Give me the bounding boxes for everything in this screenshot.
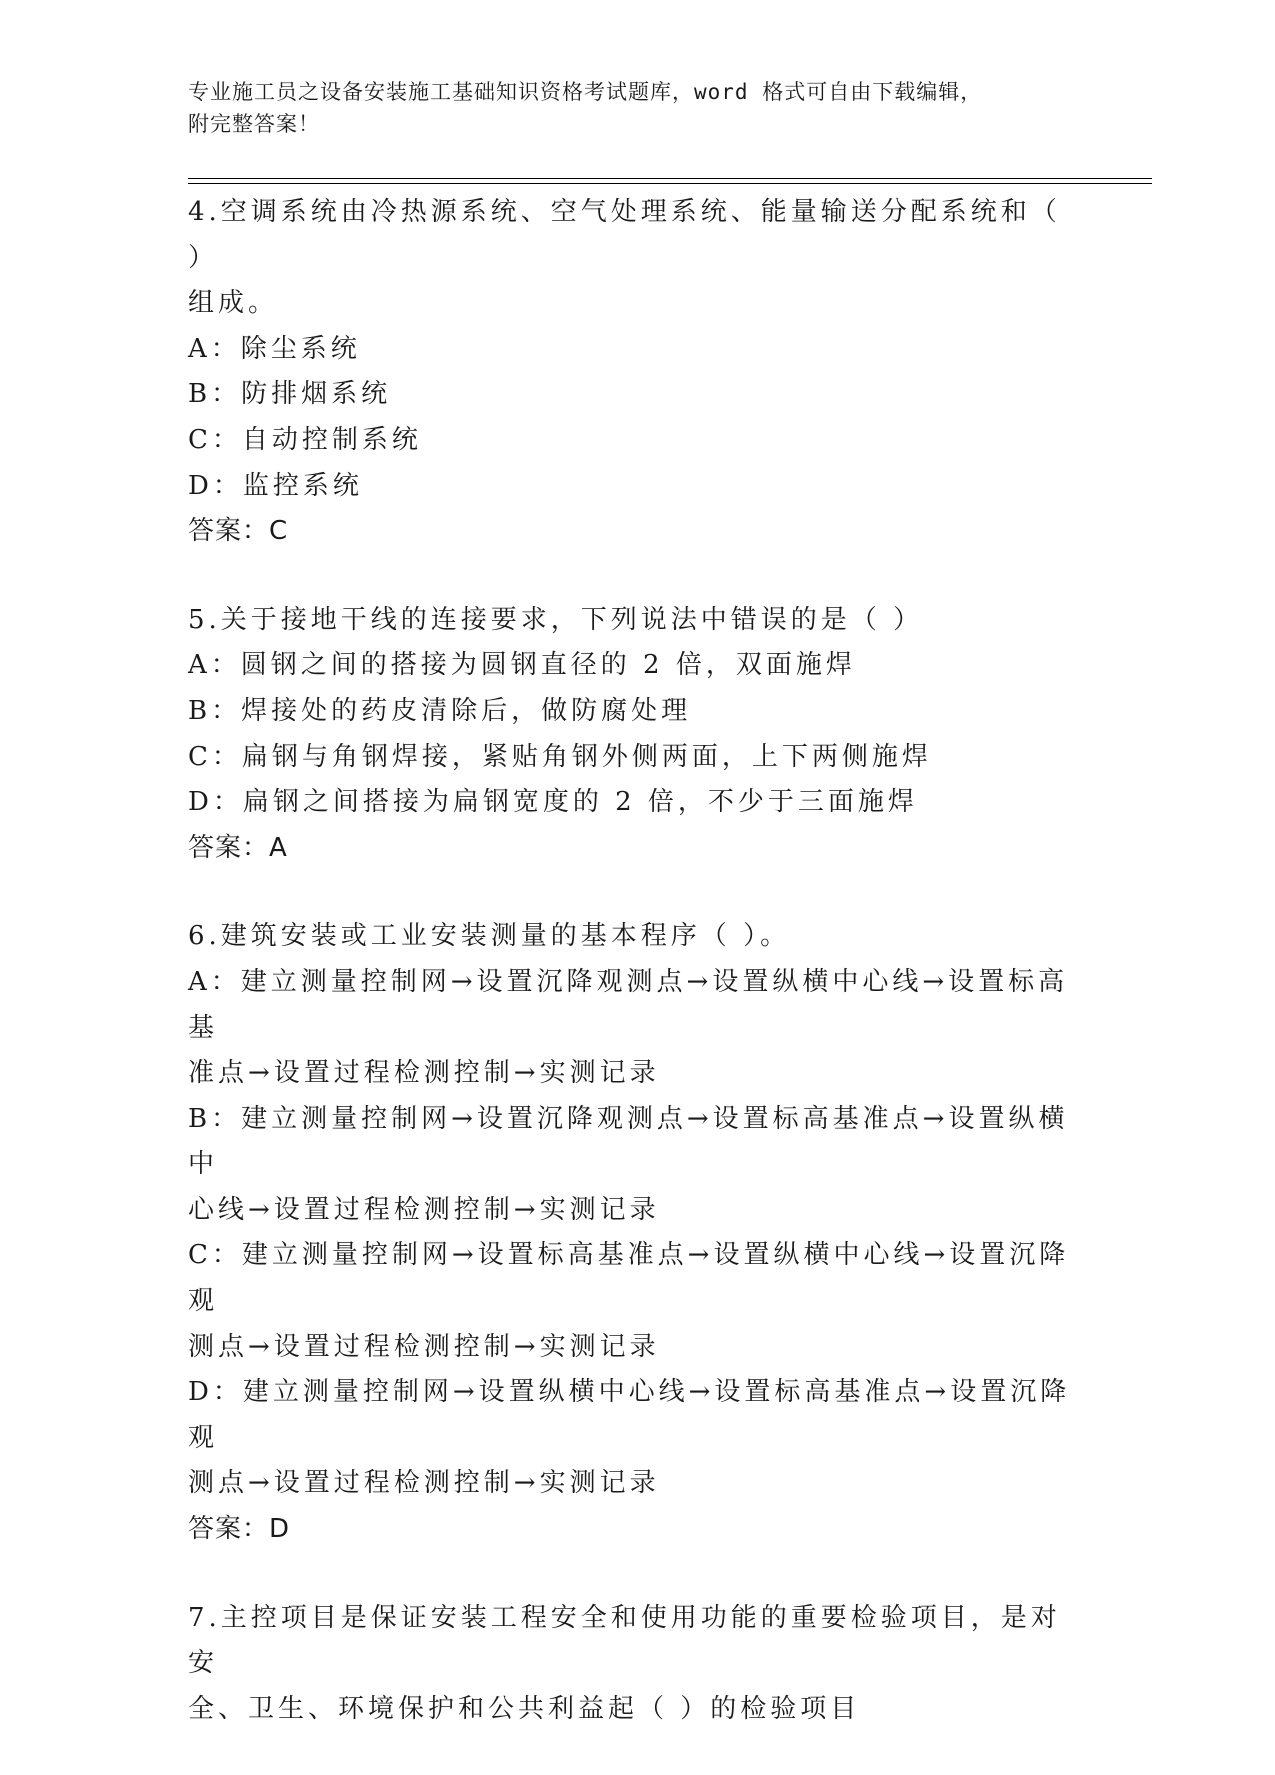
option-c-line-2: 测点→设置过程检测控制→实测记录 — [188, 1331, 660, 1362]
question-6 — [188, 914, 1088, 1552]
option-b: B：焊接处的药皮清除后，做防腐处理 — [188, 695, 692, 726]
option-c — [188, 1233, 1088, 1370]
question-stem: 5.关于接地干线的连接要求，下列说法中错误的是（ ） — [188, 604, 924, 635]
document-header — [188, 76, 1088, 140]
question-stem: 组成。 — [188, 288, 279, 319]
question-stem: 6.建筑安装或工业安装测量的基本程序（ ）。 — [188, 921, 791, 952]
header-line-2: 附完整答案！ — [188, 112, 320, 136]
question-list — [188, 190, 1088, 1775]
question-7 — [188, 1596, 1088, 1733]
question-5 — [188, 598, 1088, 872]
option-b: B：防排烟系统 — [188, 379, 392, 410]
option-d: D：监控系统 — [188, 470, 363, 501]
header-divider-bottom — [188, 183, 1152, 184]
option-a — [188, 960, 1088, 1097]
option-b — [188, 1097, 1088, 1234]
option-a: A：圆钢之间的搭接为圆钢直径的 2 倍，双面施焊 — [188, 650, 856, 681]
option-d-line-1: D：建立测量控制网→设置纵横中心线→设置标高基准点→设置沉降观 — [188, 1377, 1071, 1453]
option-a: A：除尘系统 — [188, 333, 361, 364]
header-divider-top — [188, 178, 1152, 179]
option-b-line-1: B：建立测量控制网→设置沉降观测点→设置标高基准点→设置纵横中 — [188, 1103, 1069, 1180]
question-4 — [188, 190, 1088, 555]
question-stem: 全、卫生、环境保护和公共利益起（ ）的检验项目 — [188, 1693, 861, 1724]
question-stem: 7.主控项目是保证安装工程安全和使用功能的重要检验项目，是对安 — [188, 1602, 1061, 1679]
option-c: C：自动控制系统 — [188, 424, 422, 455]
option-c-line-1: C：建立测量控制网→设置标高基准点→设置纵横中心线→设置沉降观 — [188, 1240, 1070, 1317]
answer-label: 答案：C — [188, 516, 289, 547]
option-a-line-1: A：建立测量控制网→设置沉降观测点→设置纵横中心线→设置标高基 — [188, 966, 1069, 1043]
answer-label: 答案：A — [188, 832, 288, 863]
option-b-line-2: 心线→设置过程检测控制→实测记录 — [188, 1194, 660, 1225]
header-line-1: 专业施工员之设备安装施工基础知识资格考试题库，word 格式可自由下载编辑， — [188, 80, 983, 104]
option-c: C：扁钢与角钢焊接，紧贴角钢外侧两面，上下两侧施焊 — [188, 741, 932, 772]
question-stem: 4.空调系统由冷热源系统、空气处理系统、能量输送分配系统和（ ） — [188, 197, 1074, 273]
option-d: D：扁钢之间搭接为扁钢宽度的 2 倍，不少于三面施焊 — [188, 787, 918, 818]
answer-label: 答案：D — [188, 1514, 291, 1545]
option-d-line-2: 测点→设置过程检测控制→实测记录 — [188, 1468, 660, 1499]
option-d — [188, 1370, 1088, 1507]
option-a-line-2: 准点→设置过程检测控制→实测记录 — [188, 1058, 660, 1089]
